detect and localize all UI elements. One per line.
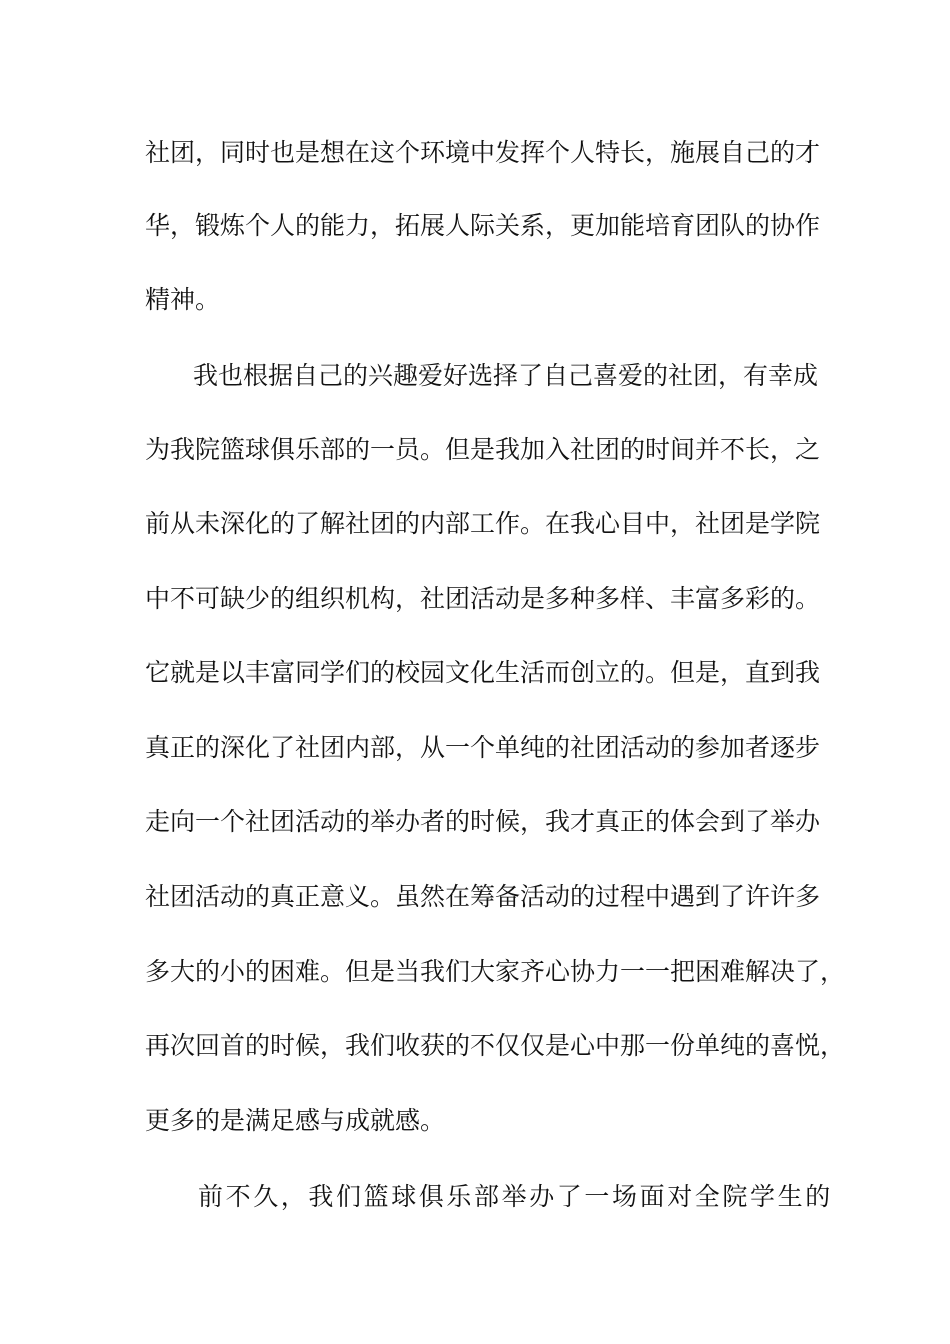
- paragraph-line: 前从未深化的了解社团的内部工作。在我心目中，社团是学院: [145, 509, 821, 538]
- paragraph-line: 真正的深化了社团内部，从一个单纯的社团活动的参加者逐步: [145, 733, 821, 762]
- paragraph-line: 它就是以丰富同学们的校园文化生活而创立的。但是，直到我: [145, 658, 821, 687]
- paragraph-line: 前不久，我们篮球俱乐部举办了一场面对全院学生的: [198, 1182, 833, 1211]
- paragraph-line: 为我院篮球俱乐部的一员。但是我加入社团的时间并不长，之: [145, 435, 821, 464]
- paragraph-line: 走向一个社团活动的举办者的时候，我才真正的体会到了举办: [145, 807, 821, 836]
- paragraph-line: 社团，同时也是想在这个环境中发挥个人特长，施展自己的才: [145, 138, 821, 167]
- paragraph-line: 社团活动的真正意义。虽然在筹备活动的过程中遇到了许许多: [145, 882, 821, 911]
- paragraph-line: 我也根据自己的兴趣爱好选择了自己喜爱的社团，有幸成: [193, 361, 819, 390]
- paragraph-line: 精神。: [145, 285, 221, 314]
- paragraph-line: 华，锻炼个人的能力，拓展人际关系，更加能培育团队的协作: [145, 211, 821, 240]
- paragraph-line: 再次回首的时候，我们收获的不仅仅是心中那一份单纯的喜悦，: [145, 1031, 846, 1060]
- paragraph-line: 多大的小的困难。但是当我们大家齐心协力一一把困难解决了，: [145, 957, 846, 986]
- paragraph-line: 中不可缺少的组织机构，社团活动是多种多样、丰富多彩的。: [145, 584, 821, 613]
- paragraph-line: 更多的是满足感与成就感。: [145, 1106, 446, 1135]
